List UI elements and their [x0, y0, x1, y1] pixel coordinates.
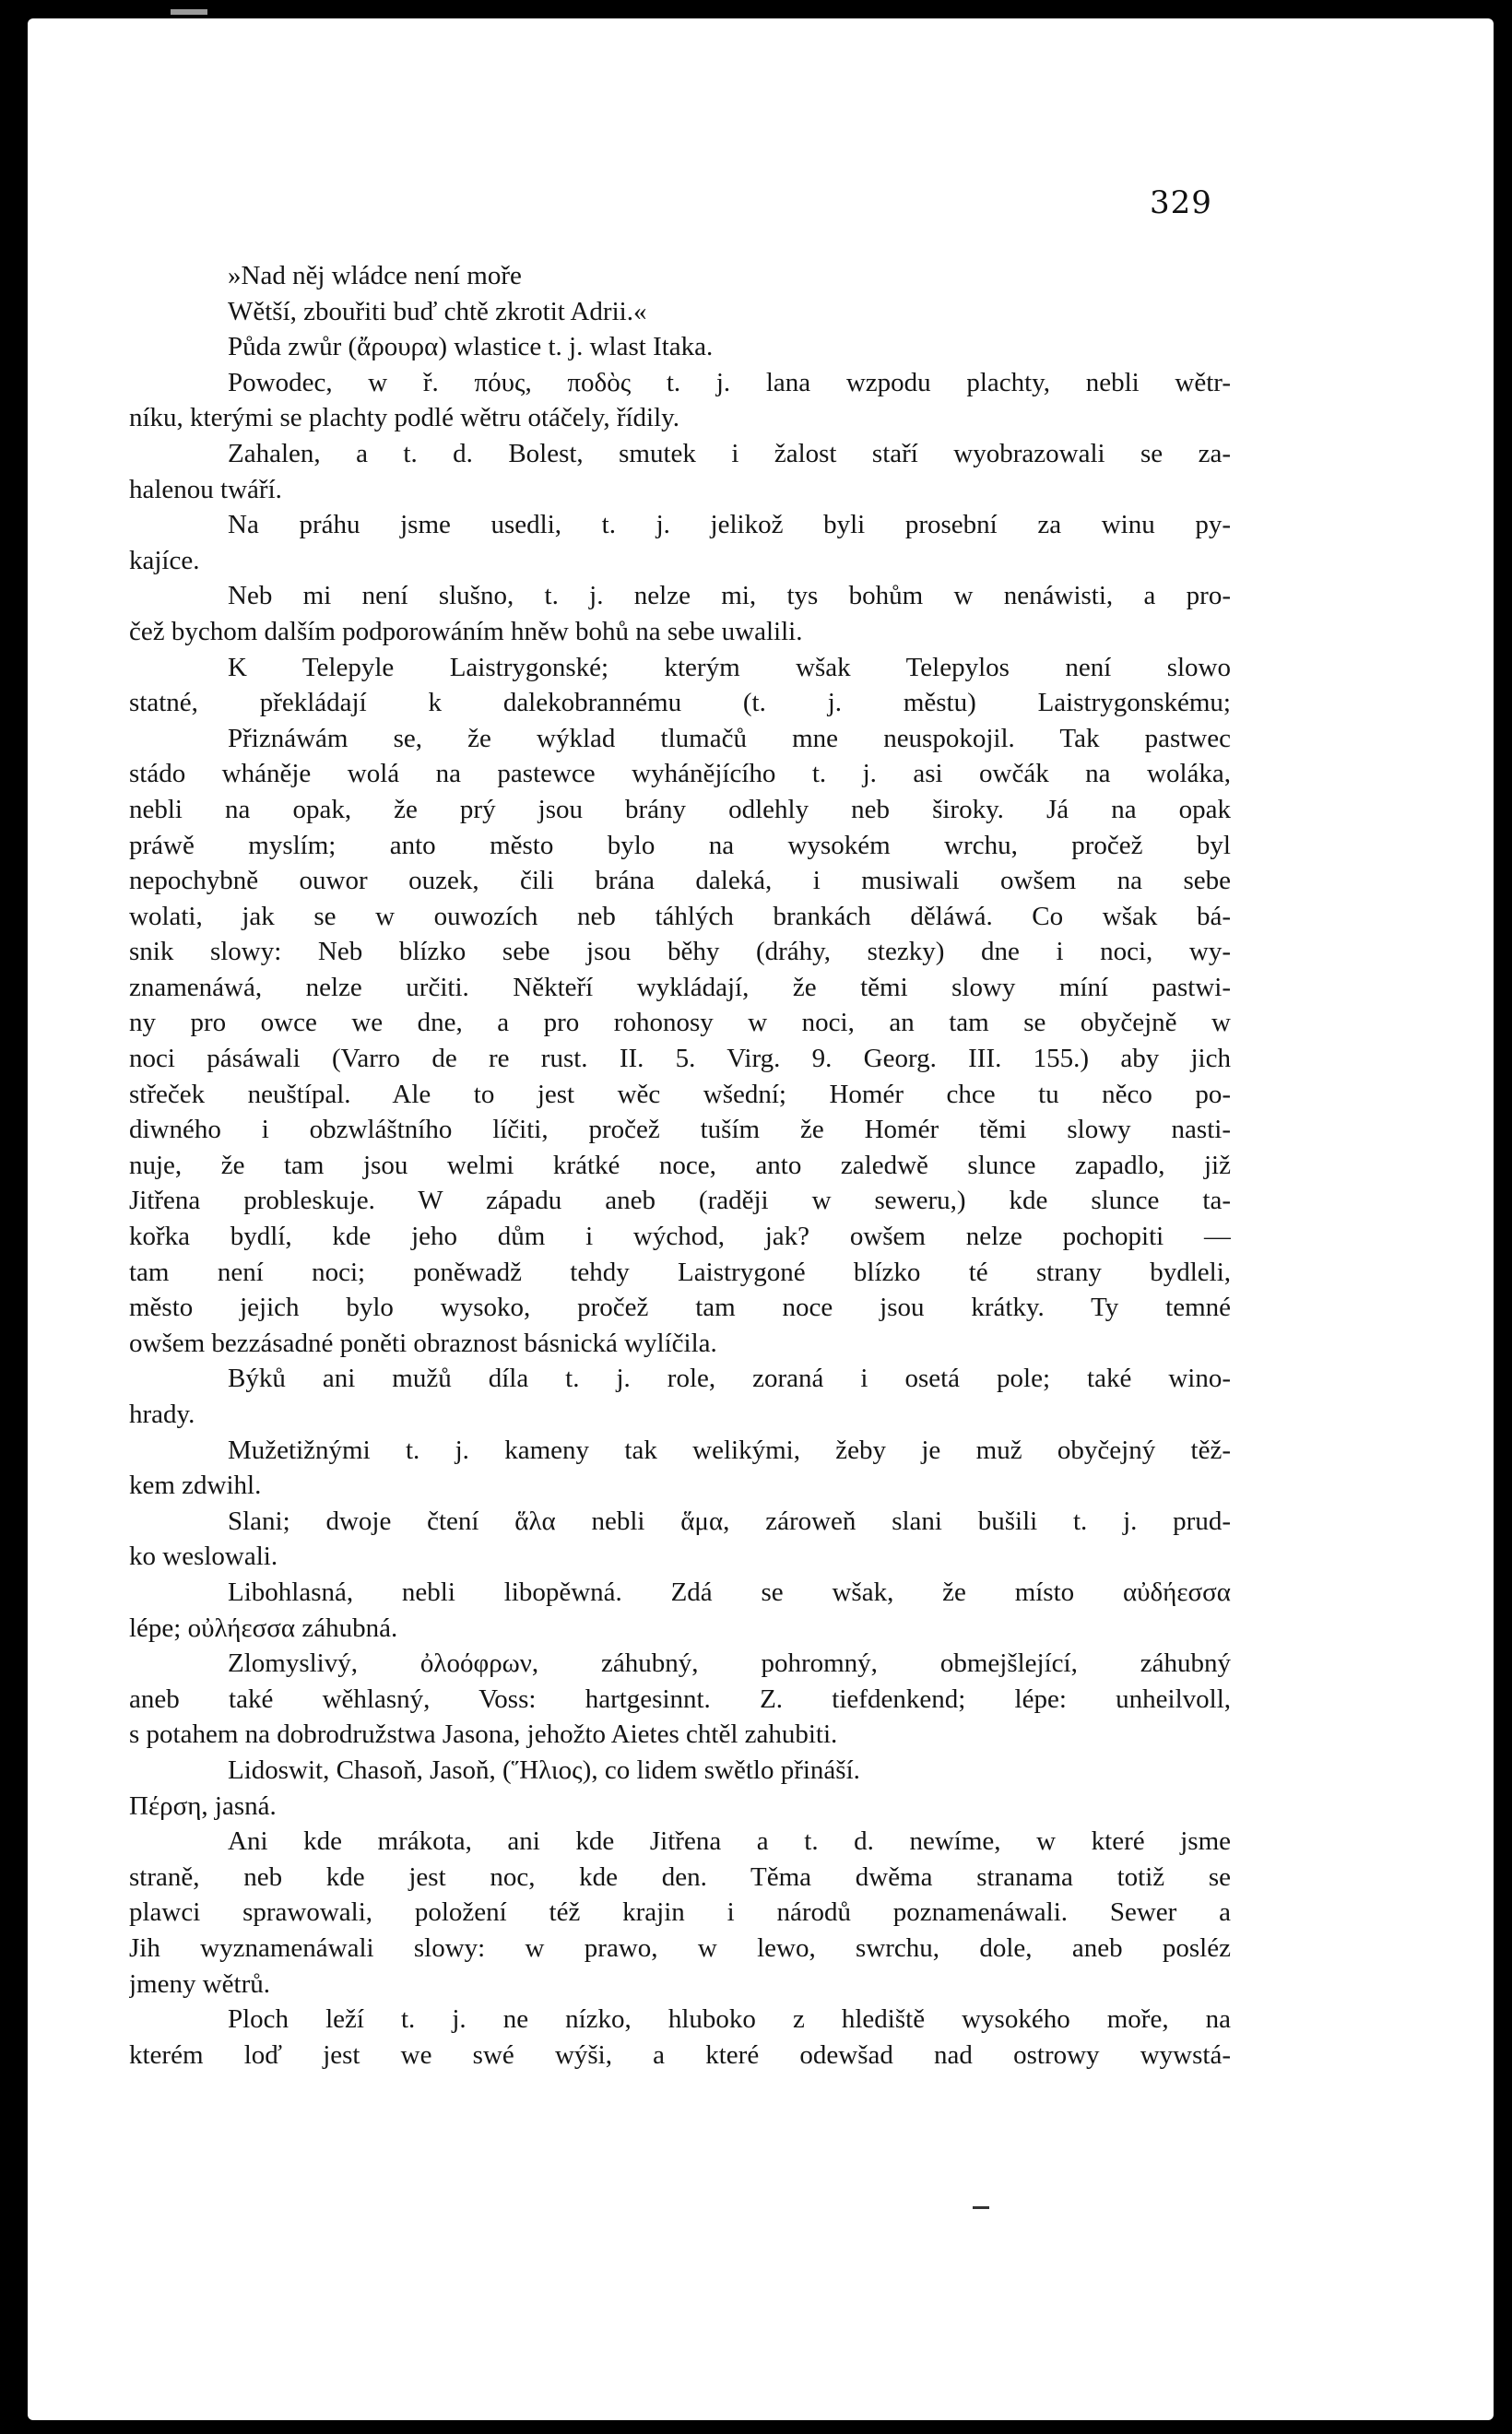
text-line: Wětší, zbouřiti buď chtě zkrotit Adrii.« — [228, 296, 647, 326]
text-line: Jitřena probleskuje. W západu aneb (raději w seweru,) kde slunce ta- — [129, 1186, 1231, 1216]
text-line: stádo wháněje wolá na pastewce wyhánějícího t. j. asi owčák na woláka, — [129, 759, 1231, 789]
text-line: Zahalen, a t. d. Bolest, smutek i žalost staří wyobrazowali se za- — [228, 438, 1231, 468]
text-line: Powodec, w ř. πόυς, ποδὸς t. j. lana wzpodu plachty, nebli wětr- — [228, 367, 1231, 397]
page-number: 329 — [1150, 184, 1212, 221]
text-line: owšem bezzásadné poněti obraznost básnická wylíčila. — [129, 1328, 717, 1358]
text-line: jmeny wětrů. — [129, 1968, 271, 1999]
text-line: kterém loď jest we swé wýši, a které odewšad nad ostrowy wywstá- — [129, 2039, 1231, 2070]
text-line: Libohlasná, nebli libopěwná. Zdá se wšak, že místo αὐδήεσσα — [228, 1577, 1231, 1607]
text-line: lépe; οὐλήεσσα záhubná. — [129, 1613, 398, 1643]
text-line: hrady. — [129, 1400, 195, 1429]
text-line: Zlomyslivý, ὀλοόφρων, záhubný, pohromný, obmejšlející, záhubný — [228, 1648, 1231, 1679]
text-line: diwného i obzwláštního líčiti, pročež tuším že Homér těmi slowy nasti- — [129, 1115, 1231, 1145]
text-line: aneb také wěhlasný, Voss: hartgesinnt. Z. tiefdenkend; lépe: unheilvoll, — [129, 1684, 1231, 1714]
text-line: kajíce. — [129, 545, 200, 575]
text-line: plawci sprawowali, položení též krajin i národů poznamenáwali. Sewer a — [129, 1897, 1231, 1928]
text-line: Jih wyznamenáwali slowy: w prawo, w lewo, swrchu, dole, aneb posléz — [129, 1932, 1231, 1963]
text-line: kem zdwihl. — [129, 1471, 262, 1501]
text-line: znamenáwá, nelze určiti. Někteří wykládají, že těmi slowy míní pastwi- — [129, 972, 1231, 1002]
text-line: práwě myslím; anto město bylo na wysokém wrchu, pročež byl — [129, 830, 1231, 860]
text-line: město jejich bylo wysoko, pročež tam noce jsou krátky. Ty temné — [129, 1293, 1231, 1323]
text-line: s potahem na dobrodružstwa Jasona, jehožto Aietes chtěl zahubiti. — [129, 1719, 838, 1750]
text-line: straně, neb kde jest noc, kde den. Těma dwěma stranama totiž se — [129, 1861, 1231, 1892]
text-line: nebli na opak, že prý jsou brány odlehly neb široky. Já na opak — [129, 794, 1231, 824]
text-line: čež bychom dalším podporowáním hněw bohů na sebe uwalili. — [129, 616, 803, 646]
text-line: Πέρση, jasná. — [129, 1790, 277, 1821]
text-line: Slani; dwoje čtení ἅλα nebli ἅμα, zároweň slani bušili t. j. prud- — [228, 1506, 1231, 1536]
text-line: wolati, jak se w ouwozích neb táhlých brankách děláwá. Co wšak bá- — [129, 901, 1231, 931]
text-line: Půda zwůr (ἄρουρα) wlastice t. j. wlast Itaka. — [228, 332, 714, 362]
text-line: Na práhu jsme usedli, t. j. jelikož byli prosební za winu py- — [228, 510, 1231, 540]
text-line: K Telepyle Laistrygonské; kterým wšak Telepylos není slowo — [228, 652, 1231, 682]
text-line: tam není noci; poněwadž tehdy Laistrygoné blízko té strany bydleli, — [129, 1257, 1231, 1287]
text-line: Neb mi není slušno, t. j. nelze mi, tys bohům w nenáwisti, a pro- — [228, 581, 1231, 611]
text-line: střeček neuštípal. Ale to jest wěc wšední; Homér chce tu něco po- — [129, 1079, 1231, 1109]
text-line: ko weslowali. — [129, 1542, 278, 1572]
text-line: nuje, že tam jsou welmi krátké noce, anto zaledwě slunce zapadlo, již — [129, 1150, 1231, 1180]
text-line: Ani kde mrákota, ani kde Jitřena a t. d. newíme, w které jsme — [228, 1826, 1231, 1857]
text-line: halenou twáří. — [129, 474, 282, 504]
text-line: snik slowy: Neb blízko sebe jsou běhy (dráhy, stezky) dne i noci, wy- — [129, 937, 1231, 967]
text-line: kořka bydlí, kde jeho dům i wýchod, jak? owšem nelze pochopiti — — [129, 1222, 1231, 1252]
text-line: níku, kterými se plachty podlé wětru otáčely, řídily. — [129, 403, 680, 433]
text-line: Býků ani mužů díla t. j. role, zoraná i osetá pole; také wino- — [228, 1364, 1231, 1394]
text-line: Ploch leží t. j. ne nízko, hluboko z hlediště wysokého moře, na — [228, 2004, 1231, 2035]
text-line: nepochybně ouwor ouzek, čili brána daleká, i musiwali owšem na sebe — [129, 866, 1231, 896]
body-text — [129, 258, 1231, 2073]
text-line: Přiznáwám se, že wýklad tlumačů mne neuspokojil. Tak pastwec — [228, 723, 1231, 753]
text-line: ny pro owce we dne, a pro rohonosy w noci, an tam se obyčejně w — [129, 1008, 1231, 1038]
text-line: Mužetižnými t. j. kameny tak welikými, žeby je muž obyčejný těž- — [228, 1435, 1231, 1465]
text-line: Lidoswit, Chasoň, Jasoň, (Ἥλιος), co lidem swětlo přináší. — [228, 1755, 860, 1785]
page-end-dash — [973, 2206, 989, 2209]
text-line: noci pásáwali (Varro de re rust. II. 5. Virg. 9. Georg. III. 155.) aby jich — [129, 1044, 1231, 1074]
scan-artifact — [171, 9, 207, 15]
text-line: statné, překládají k dalekobrannému (t. j. městu) Laistrygonskému; — [129, 688, 1231, 718]
text-line: »Nad něj wládce není moře — [228, 261, 522, 290]
